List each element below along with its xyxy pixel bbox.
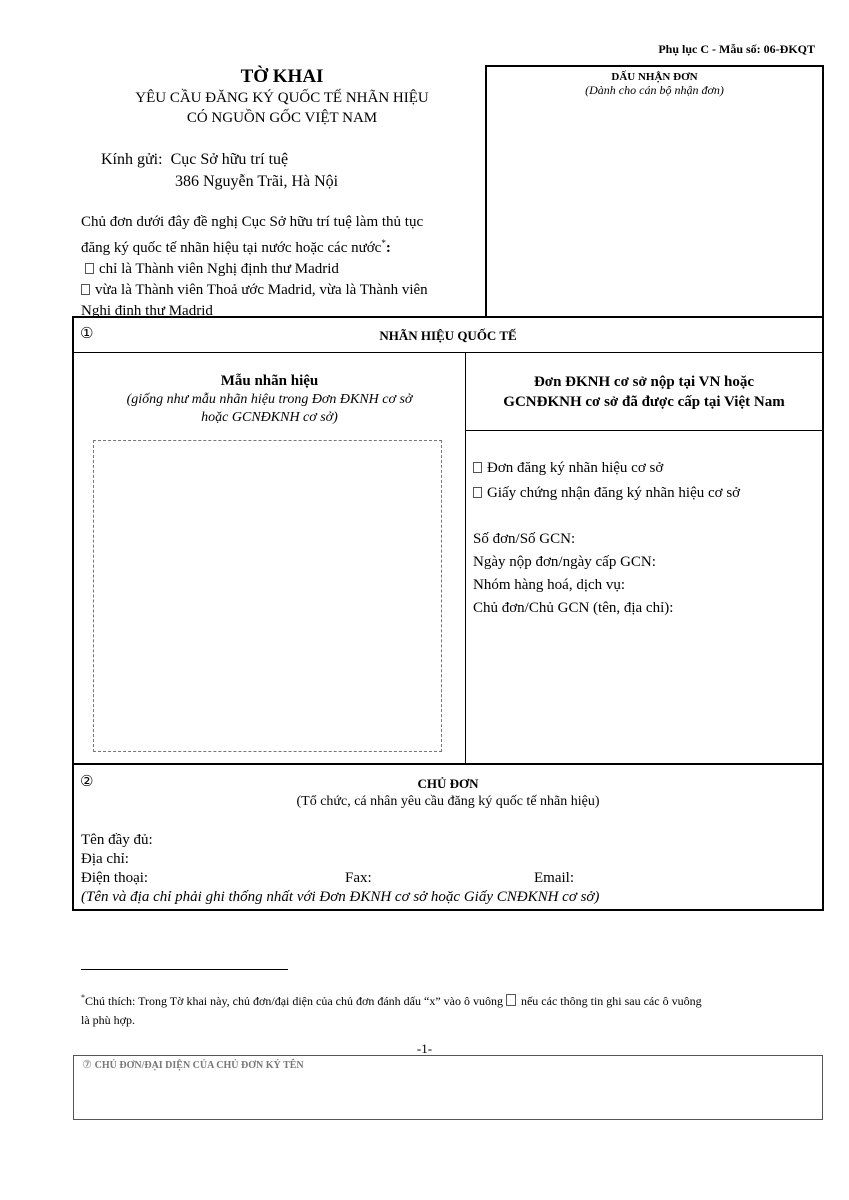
applicant-address-label: Địa chỉ: — [81, 851, 129, 867]
field-owner-info: Chủ đơn/Chủ GCN (tên, địa chỉ): — [473, 600, 674, 616]
request-colon: : — [385, 240, 391, 256]
section-2-subtitle: (Tổ chức, cá nhân yêu cầu đăng ký quốc tế nhãn hiệu) — [296, 794, 600, 809]
stamp-note: (Dành cho cán bộ nhận đơn) — [585, 83, 724, 97]
footnote — [81, 988, 826, 1030]
recipient-label: Kính gửi: — [101, 151, 163, 168]
applicant-phone-label: Điện thoại: — [81, 870, 149, 886]
section-7-number: ⑦ — [82, 1058, 92, 1071]
applicant-full-name-label: Tên đầy đủ: — [81, 832, 153, 848]
section-2-title: CHỦ ĐƠN — [417, 776, 479, 791]
section-1-number: ① — [80, 324, 94, 342]
form-title: TỜ KHAI — [240, 66, 324, 87]
mark-sample-note-2: hoặc GCNĐKNH cơ sở) — [201, 410, 338, 425]
checkbox-madrid-protocol-only[interactable] — [85, 263, 94, 274]
base-application-header — [466, 372, 822, 412]
mark-sample-area[interactable] — [93, 440, 442, 752]
section-7-title: CHỦ ĐƠN/ĐẠI DIỆN CỦA CHỦ ĐƠN KÝ TÊN — [94, 1060, 304, 1071]
recipient-name: Cục Sở hữu trí tuệ — [170, 151, 289, 168]
recipient-address: 386 Nguyễn Trãi, Hà Nội — [175, 173, 339, 190]
mark-sample-header — [74, 372, 465, 427]
footnote-ref: * — [381, 238, 386, 248]
option-both-label-1: vừa là Thành viên Thoả ước Madrid, vừa là Thành viên — [95, 282, 428, 298]
footnote-mark: * — [81, 993, 85, 1002]
option-protocol-only-label: chỉ là Thành viên Nghị định thư Madrid — [99, 261, 339, 277]
base-application-label: Đơn đăng ký nhãn hiệu cơ sở — [487, 460, 664, 476]
field-goods-services-class: Nhóm hàng hoá, dịch vụ: — [473, 577, 626, 593]
recipient-block — [101, 149, 338, 193]
option-both-label-2: Nghị định thư Madrid — [81, 303, 213, 319]
footnote-checkbox-icon — [506, 994, 516, 1006]
footnote-text-c: là phù hợp. — [81, 1013, 136, 1027]
footnote-text-b: nếu các thông tin ghi sau các ô vuông — [520, 994, 702, 1008]
form-subtitle-2: CÓ NGUỒN GỐC VIỆT NAM — [186, 110, 378, 126]
base-application-title-1: Đơn ĐKNH cơ sở nộp tại VN hoặc — [533, 374, 755, 390]
base-application-checks — [473, 456, 740, 506]
mark-sample-note-1: (giống như mẫu nhãn hiệu trong Đơn ĐKNH cơ sở — [126, 392, 413, 407]
section-international-mark — [72, 316, 824, 765]
title-block — [82, 66, 482, 128]
section-7-header — [82, 1058, 304, 1071]
base-application-title-2: GCNĐKNH cơ sở đã được cấp tại Việt Nam — [503, 394, 785, 410]
mark-sample-title: Mẫu nhãn hiệu — [220, 373, 319, 389]
field-application-number: Số đơn/Số GCN: — [473, 531, 576, 547]
receipt-stamp-box — [485, 65, 824, 318]
section-2-number: ② — [80, 772, 94, 790]
applicant-note: (Tên và địa chỉ phải ghi thống nhất với Đơn ĐKNH cơ sở hoặc Giấy CNĐKNH cơ sở) — [81, 889, 600, 905]
checkbox-base-application[interactable] — [473, 462, 482, 473]
request-line-1: Chủ đơn dưới đây đề nghị Cục Sở hữu trí tuệ làm thủ tục — [81, 214, 424, 230]
request-block — [81, 212, 428, 322]
base-certificate-label: Giấy chứng nhận đăng ký nhãn hiệu cơ sở — [487, 485, 741, 501]
page-number: -1- — [416, 1041, 433, 1056]
request-line-2: đăng ký quốc tế nhãn hiệu tại nước hoặc các nước — [81, 240, 382, 256]
applicant-email-label: Email: — [534, 870, 574, 886]
footnote-separator — [81, 969, 288, 970]
applicant-fields — [81, 831, 821, 907]
footnote-text-a: Chú thích: Trong Tờ khai này, chủ đơn/đại diện của chủ đơn đánh dấu “x” vào ô vuông — [85, 994, 503, 1008]
base-application-fields — [473, 528, 673, 620]
section-signature — [73, 1055, 823, 1120]
checkbox-madrid-agreement-and-protocol[interactable] — [81, 284, 90, 295]
annex-label: Phụ lục C - Mẫu số: 06-ĐKQT — [658, 42, 815, 56]
section-applicant — [72, 763, 824, 911]
applicant-fax-label: Fax: — [345, 870, 372, 886]
checkbox-base-certificate[interactable] — [473, 487, 482, 498]
form-subtitle-1: YÊU CẦU ĐĂNG KÝ QUỐC TẾ NHÃN HIỆU — [135, 90, 429, 106]
field-filing-date: Ngày nộp đơn/ngày cấp GCN: — [473, 554, 656, 570]
stamp-title: DẤU NHẬN ĐƠN — [611, 71, 698, 83]
section-1-title: NHÃN HIỆU QUỐC TẾ — [379, 328, 517, 343]
